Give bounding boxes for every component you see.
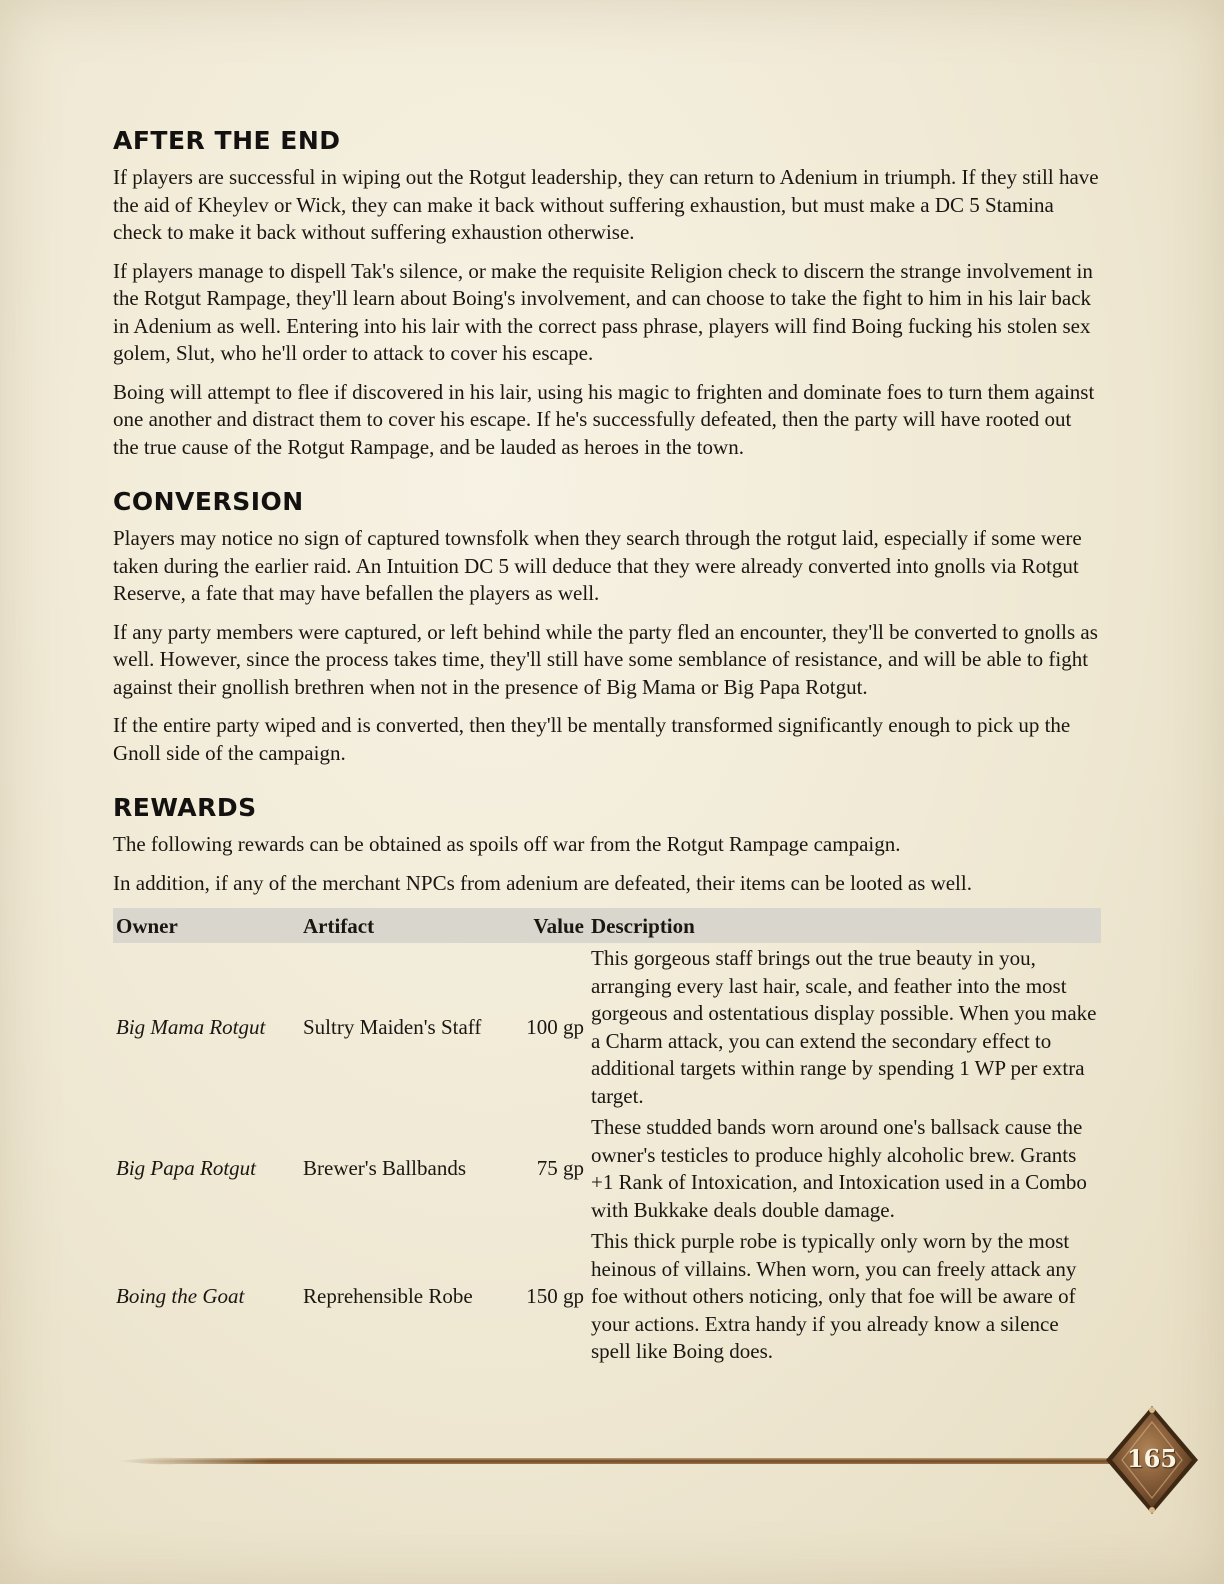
cell-artifact: Sultry Maiden's Staff [303,1014,482,1039]
section-rewards [113,793,1101,1368]
cell-owner: Big Mama Rotgut [116,1014,266,1039]
heading-conversion: CONVERSION [113,487,304,516]
cell-value: 150 gp [526,1284,584,1308]
paragraph: If the entire party wiped and is converted, then they'll be mentally transformed significantly enough to pick up the Gnoll side of the campaign. [113,713,1071,765]
column-header-owner: Owner [113,908,300,943]
table-header-row [113,908,1101,943]
cell-description: These studded bands worn around one's ballsack cause the owner's testicles to produce highly alcoholic brew. Grants +1 Rank of Intoxication, and Intoxication used in a Combo with Bukkake deals double damage. [591,1115,1087,1222]
cell-owner: Boing the Goat [116,1284,245,1308]
cell-artifact: Reprehensible Robe [303,1284,473,1308]
page-number: 165 [1126,1444,1178,1473]
section-after-the-end [113,126,1101,461]
table-row [113,943,1101,1112]
cell-value: 100 gp [526,1014,584,1039]
cell-description: This thick purple robe is typically only worn by the most heinous of villains. When worn, you can freely attack any foe without others noticing, only that foe will be aware of your actions. Extra handy if you already know a silence spell like Boing does. [591,1229,1077,1363]
cell-owner: Big Papa Rotgut [116,1156,256,1181]
paragraph: If players are successful in wiping out the Rotgut leadership, they can return to Adenium in triumph. If they still have the aid of Kheylev or Wick, they can make it back without suffering exhaustion, but must make a DC 5 Stamina check to make it back without suffering exhaustion otherwise. [113,165,1099,244]
section-conversion [113,487,1101,767]
paragraph: In addition, if any of the merchant NPCs from adenium are defeated, their items can be looted as well. [113,870,972,895]
footer-ornament-bar [118,1454,1128,1468]
paragraph: The following rewards can be obtained as spoils off war from the Rotgut Rampage campaign. [113,832,901,856]
column-header-artifact: Artifact [300,908,517,943]
column-header-description: Description [588,908,1101,943]
rewards-table [113,908,1101,1368]
heading-rewards: REWARDS [113,793,257,822]
paragraph: Players may notice no sign of captured townsfolk when they search through the rotgut laid, especially if some were taken during the earlier raid. An Intuition DC 5 will deduce that they were already converted into gnolls via Rotgut Reserve, a fate that may have befallen the players as well. [113,526,1082,605]
table-row [113,1112,1101,1226]
cell-description: This gorgeous staff brings out the true beauty in you, arranging every last hair, scale, and feather into the most gorgeous and ostentatious display possible. When you make a Charm attack, you can extend the secondary effect to additional targets within range by spending 1 WP per extra target. [591,946,1097,1108]
paragraph: Boing will attempt to flee if discovered in his lair, using his magic to frighten and dominate foes to turn them against one another and distract them to cover his escape. If he's successfully defeated, then the party will have rooted out the true cause of the Rotgut Rampage, and be lauded as heroes in the town. [113,379,1095,459]
page-content [113,126,1101,1368]
cell-value: 75 gp [536,1156,584,1181]
paragraph: If any party members were captured, or left behind while the party fled an encounter, they'll be converted to gnolls as well. However, since the process takes time, they'll still have some semblance of resistance, and will be able to fight against their gnollish brethren when not in the presence of Big Mama or Big Papa Rotgut. [113,619,1098,699]
column-header-value: Value [517,908,588,943]
heading-after-the-end: AFTER THE END [113,126,341,155]
cell-artifact: Brewer's Ballbands [303,1156,466,1181]
table-row [113,1226,1101,1368]
paragraph: If players manage to dispell Tak's silence, or make the requisite Religion check to discern the strange involvement in the Rotgut Rampage, they'll learn about Boing's involvement, and can choose to take the fight to him in his lair back in Adenium as well. Entering into his lair with the correct pass phrase, players will find Boing fucking his stolen sex golem, Slut, who he'll order to attack to cover his escape. [113,258,1093,365]
